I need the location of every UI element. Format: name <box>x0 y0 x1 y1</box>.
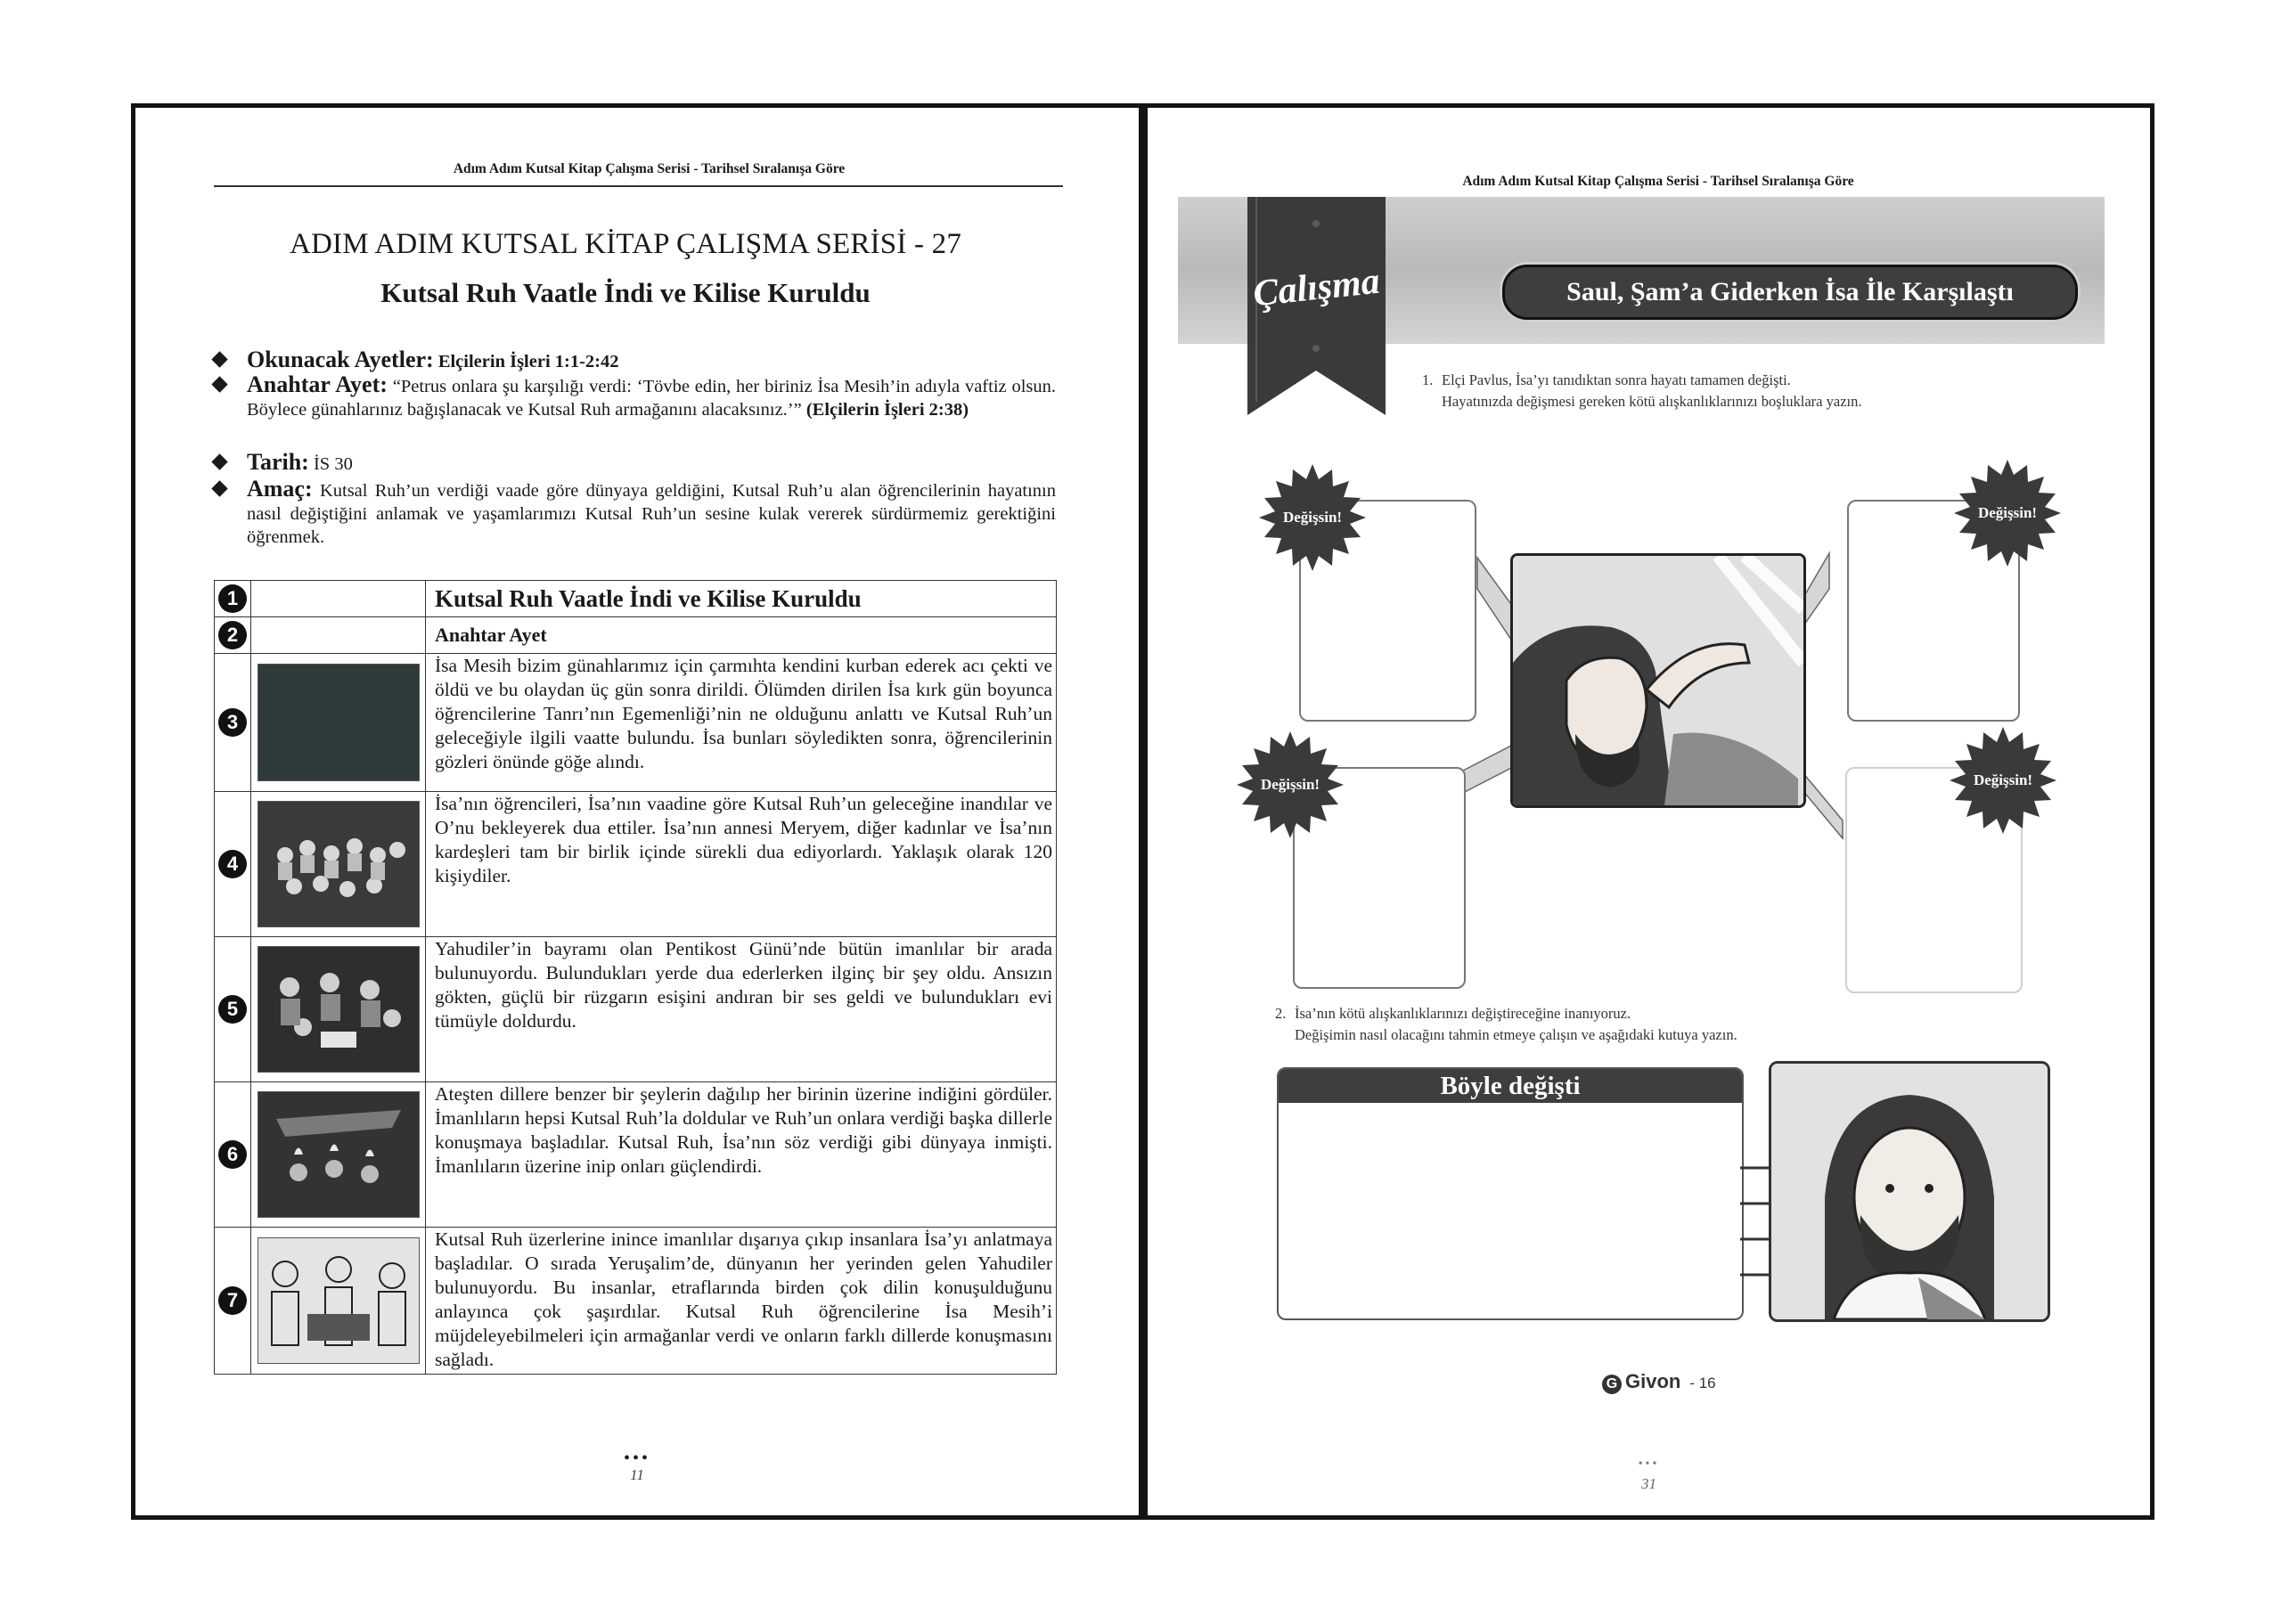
empty-cell <box>251 617 426 654</box>
table-row <box>215 792 1057 937</box>
diamond-bullet-icon <box>211 480 227 496</box>
question-text-line: Elçi Pavlus, İsa’yı tanıdıktan sonra hayatı tamamen değişti. <box>1442 371 1791 388</box>
purpose-label: Amaç: <box>247 476 313 502</box>
key-verse-reference: (Elçilerin İşleri 2:38) <box>805 400 969 420</box>
page-number: 31 <box>1641 1475 1656 1492</box>
table-row <box>215 937 1057 1082</box>
right-page <box>1143 103 2154 1520</box>
publisher-logo-icon: G <box>1602 1375 1622 1394</box>
step-number-badge: 4 <box>218 850 247 878</box>
left-page <box>131 103 1143 1520</box>
burst-badge-bottom-left <box>1237 731 1344 838</box>
series-title: ADIM ADIM KUTSAL KİTAP ÇALIŞMA SERİSİ - 27 <box>289 228 962 260</box>
date-bullet <box>214 451 1056 476</box>
header-rule <box>214 185 1063 187</box>
step-number-badge: 5 <box>218 995 247 1024</box>
scene-image-ascension <box>258 664 420 781</box>
publisher-footer <box>1602 1370 1716 1394</box>
publisher-page: - 16 <box>1689 1375 1716 1391</box>
question-text-line: Değişimin nasıl olacağını tahmin etmeye çalışın ve aşağıdaki kutuya yazın. <box>1295 1026 1737 1043</box>
step-number-badge: 2 <box>218 621 247 649</box>
diamond-bullet-icon <box>211 351 227 367</box>
scene-image-preaching <box>258 1237 420 1364</box>
scene-image-tongues-of-fire <box>258 1091 420 1218</box>
key-verse-cell: Anahtar Ayet <box>426 617 1057 654</box>
readings-label: Okunacak Ayetler: <box>247 347 434 372</box>
readings-value: Elçilerin İşleri 1:1-2:42 <box>437 352 619 371</box>
table-row <box>215 581 1057 617</box>
running-header: Adım Adım Kutsal Kitap Çalışma Serisi - Tarihsel Sıralanışa Göre <box>1462 174 1854 189</box>
diamond-bullet-icon <box>211 453 227 469</box>
burst-label: Değişsin! <box>1260 776 1320 793</box>
answer-box-title: Böyle değişti <box>1279 1069 1742 1103</box>
scene-image-prayer <box>258 801 420 927</box>
lesson-table <box>214 580 1057 1375</box>
story-text: Yahudiler’in bayramı olan Pentikost Günü’nde bütün imanlılar bir arada bulunuyordu. Bulundukları yerde dua ederlerken ilginç bir şey oldu. Ansızın gökten, güçlü bir rüzgarın esişini andıran bir ses geldi ve bulundukları evi tümüyle doldurdu. <box>426 937 1057 1082</box>
story-text: Ateşten dillere benzer bir şeylerin dağılıp her birinin üzerine indiğini gördüler. İmanlıların hepsi Kutsal Ruh’la doldular ve Ruh’un onlara verdiği başka dillerle konuşmaya başladılar. Kutsal Ruh, İsa’nın söz verdiği gibi dünyaya inmişti. İmanlıların üzerine inip onları güçlendirdi. <box>426 1082 1057 1228</box>
burst-label: Değişsin! <box>1973 771 2033 788</box>
saul-illustration <box>1510 553 1806 808</box>
readings-bullet <box>214 348 1056 373</box>
date-value: İS 30 <box>313 454 353 474</box>
question-number: 1. <box>1422 371 1434 388</box>
running-header: Adım Adım Kutsal Kitap Çalışma Serisi - Tarihsel Sıralanışa Göre <box>453 161 846 176</box>
table-row <box>215 1228 1057 1375</box>
table-row <box>215 654 1057 792</box>
question-text-line: İsa’nın kötü alışkanlıklarınızı değiştireceğine inanıyoruz. <box>1295 1005 1631 1022</box>
publisher-name: Givon <box>1625 1370 1681 1392</box>
jesus-portrait-illustration <box>1769 1061 2050 1322</box>
table-title-cell: Kutsal Ruh Vaatle İndi ve Kilise Kuruldu <box>426 581 1057 617</box>
burst-badge-bottom-right <box>1950 727 2056 834</box>
burst-label: Değişsin! <box>1282 509 1343 526</box>
burst-label: Değişsin! <box>1977 504 2038 521</box>
question-text-line: Hayatınızda değişmesi gereken kötü alışkanlıklarınızı boşluklara yazın. <box>1442 393 1862 410</box>
step-number-badge: 7 <box>218 1286 247 1315</box>
question-1 <box>1422 370 2064 412</box>
table-row <box>215 1082 1057 1228</box>
page-dots: ••• <box>1638 1457 1660 1471</box>
story-text: İsa Mesih bizim günahlarımız için çarmıhta kendini kurban ederek acı çekti ve öldü ve bu olaydan üç gün sonra dirildi. Ölümden dirilen İsa kırk gün boyunca öğrencilerine Tanrı’nın Egemenliği’nin ne olduğunu anlattı ve Kutsal Ruh’un geleceğiyle ilgili vaatte bulundu. İsa bunları söyledikten sonra, öğrencilerinin gözleri önünde göğe alındı. <box>426 654 1057 792</box>
question-2 <box>1275 1003 1952 1046</box>
purpose-bullet <box>214 477 1056 549</box>
lesson-title: Kutsal Ruh Vaatle İndi ve Kilise Kuruldu <box>380 277 871 308</box>
answer-box-changed[interactable] <box>1277 1067 1744 1320</box>
page-dots: ••• <box>623 1449 650 1468</box>
burst-badge-top-right <box>1954 460 2061 567</box>
key-verse-label: Anahtar Ayet: <box>247 371 388 397</box>
diamond-bullet-icon <box>211 376 227 392</box>
step-number-badge: 3 <box>218 708 247 737</box>
step-number-badge: 6 <box>218 1140 247 1169</box>
step-number-badge: 1 <box>218 584 247 613</box>
page-number: 11 <box>630 1466 644 1483</box>
key-verse-bullet <box>214 373 1056 421</box>
purpose-text: Kutsal Ruh’un verdiği vaade göre dünyaya geldiğini, Kutsal Ruh’u alan öğrencilerinin hayatının nasıl değiştiğini anlamak ve yaşamlarımızı Kutsal Ruh’un sesine kulak vererek sürdürmemiz gerektiğini öğrenmek. <box>247 481 1057 547</box>
burst-badge-top-left <box>1259 464 1366 571</box>
table-row <box>215 617 1057 654</box>
date-label: Tarih: <box>247 449 309 475</box>
scene-image-pentecost <box>258 946 420 1073</box>
key-verse-text: “Petrus onlara şu karşılığı verdi: ‘Tövbe edin, her biriniz İsa Mesih’in adıyla vaftiz olsun. Böylece günahlarınız bağışlanacak ve Kutsal Ruh armağanını alacaksınız.’” <box>247 377 1056 420</box>
hinge-connectors <box>1740 1150 1769 1293</box>
question-number: 2. <box>1275 1005 1287 1022</box>
activity-title: Saul, Şam’a Giderken İsa İle Karşılaştı <box>1502 265 2078 320</box>
story-text: Kutsal Ruh üzerlerine inince imanlılar dışarıya çıkıp insanlara İsa’yı anlatmaya başladılar. O sırada Yeruşalim’de, dünyanın her yerinden gelen Yahudiler bulunuyordu. Bu insanlar, etraflarında birden çok dilin konuşulduğunu anlayınca çok şaşırdılar. Kutsal Ruh öğrencilerine İsa Mesih’i müjdeleyebilmeleri için armağanlar verdi ve onların farklı dillerde konuşmasını sağladı. <box>426 1228 1057 1375</box>
ribbon-label: Çalışma <box>1251 260 1382 315</box>
story-text: İsa’nın öğrencileri, İsa’nın vaadine göre Kutsal Ruh’un geleceğine inandılar ve O’nu bekleyerek dua ettiler. İsa’nın annesi Meryem, diğer kadınlar ve İsa’nın kardeşleri tam bir birlik içinde sürekli dua ediyorlardı. Yaklaşık olarak 120 kişiydiler. <box>426 792 1057 937</box>
empty-cell <box>251 581 426 617</box>
